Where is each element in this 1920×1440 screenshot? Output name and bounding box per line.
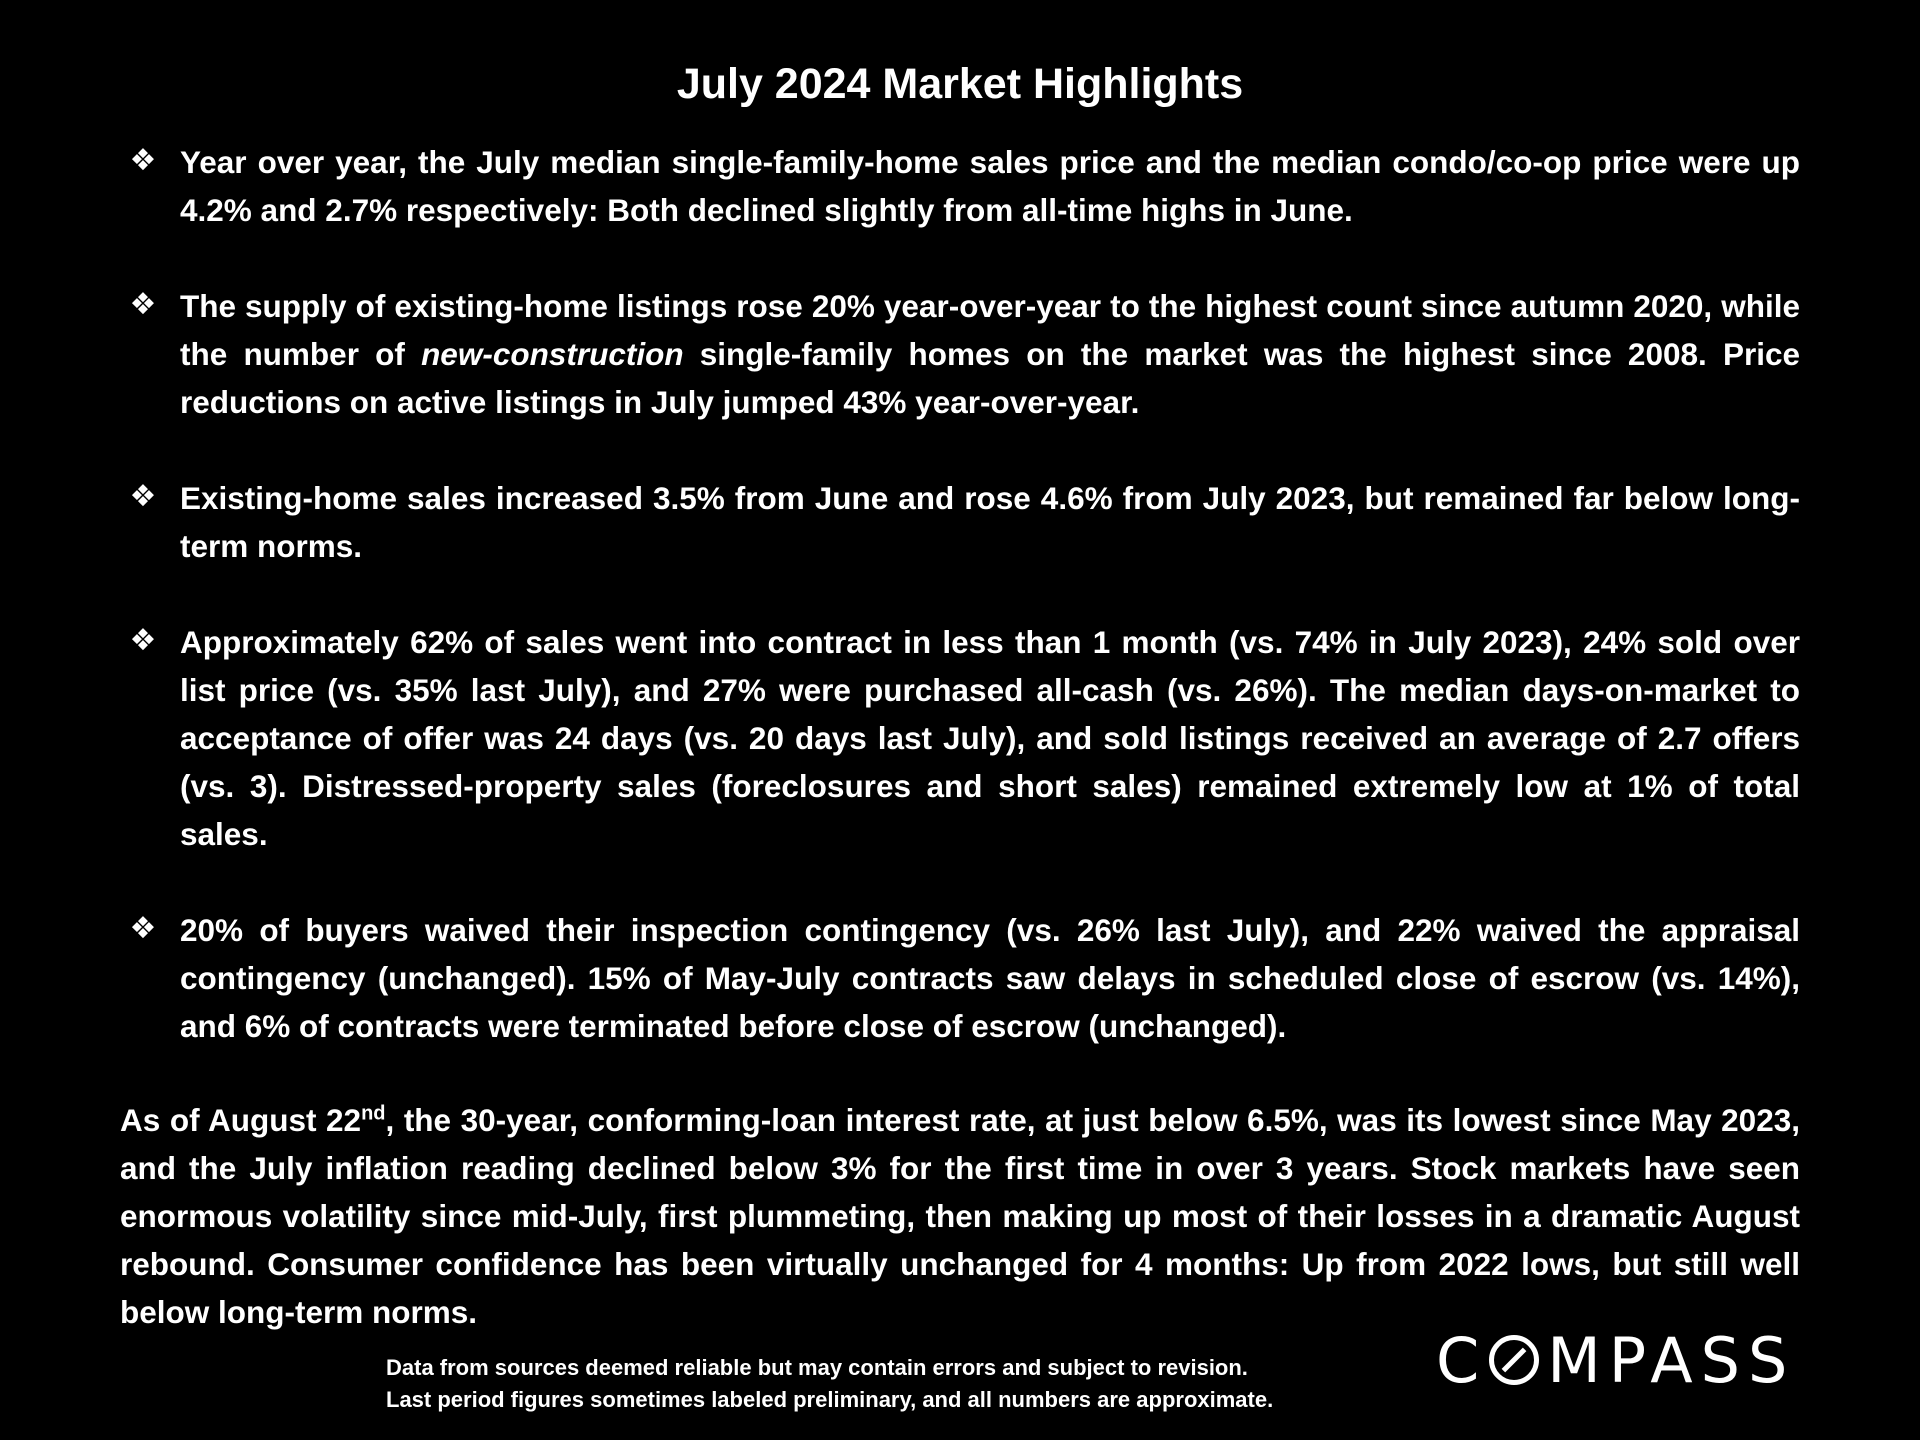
- compass-o-icon: [1489, 1335, 1539, 1385]
- disclaimer-line: Last period figures sometimes labeled preliminary, and all numbers are approximate.: [386, 1387, 1274, 1412]
- disclaimer: [386, 1352, 1406, 1416]
- highlight-text: 20% of buyers waived their inspection contingency (vs. 26% last July), and 22% waived the appraisal contingency (unchanged). 15% of May-July contracts saw delays in scheduled close of escrow (vs. 14%), and 6% of contracts were terminated before close of escrow (unchanged).: [180, 912, 1800, 1044]
- highlight-text-part: The supply of existing-home listings rose 20% year-over-year to the highest count since autumn 2020, while the number of: [180, 288, 1800, 372]
- summary-paragraph: [120, 1096, 1800, 1336]
- highlight-item: [120, 474, 1800, 570]
- highlight-item: [120, 138, 1800, 234]
- disclaimer-line: Data from sources deemed reliable but may contain errors and subject to revision.: [386, 1355, 1248, 1380]
- four-diamond-bullet-icon: ❖: [129, 912, 157, 945]
- four-diamond-bullet-icon: ❖: [129, 144, 157, 177]
- logo-text-start: C: [1436, 1323, 1488, 1397]
- highlight-text: Approximately 62% of sales went into contract in less than 1 month (vs. 74% in July 2023), 24% sold over list price (vs. 35% last July), and 27% were purchased all-cash (vs. 26%). The median days-on-market to acceptance of offer was 24 days (vs. 20 days last July), and sold listings received an average of 2.7 offers (vs. 3). Distressed-property sales (foreclosures and short sales) remained extremely low at 1% of total sales.: [180, 624, 1800, 852]
- summary-lead: As of August 22: [120, 1102, 362, 1138]
- page-title: July 2024 Market Highlights: [676, 60, 1244, 108]
- compass-logo: [1436, 1323, 1796, 1397]
- four-diamond-bullet-icon: ❖: [129, 624, 157, 657]
- highlight-text: [180, 288, 1800, 420]
- four-diamond-bullet-icon: ❖: [129, 480, 157, 513]
- logo-text-end: MPASS: [1547, 1323, 1796, 1397]
- highlight-text-italic: new-construction: [421, 336, 684, 372]
- summary-rest: , the 30-year, conforming-loan interest rate, at just below 6.5%, was its lowest since May 2023, and the July inflation reading declined below 3% for the first time in over 3 years. Stock markets have seen enormous volatility since mid-July, first plummeting, then making up most of their losses in a dramatic August rebound. Consumer confidence has been virtually unchanged for 4 months: Up from 2022 lows, but still well below long-term norms.: [120, 1102, 1800, 1330]
- summary-superscript: nd: [361, 1102, 386, 1125]
- four-diamond-bullet-icon: ❖: [129, 288, 157, 321]
- highlight-text-part: single-family homes on the market was the highest since 2008. Price reductions on active listings in July jumped 43% year-over-year.: [180, 336, 1801, 420]
- highlight-text: Existing-home sales increased 3.5% from June and rose 4.6% from July 2023, but remained far below long-term norms.: [180, 480, 1800, 564]
- highlights-list: [120, 138, 1800, 1050]
- highlight-item: [120, 282, 1800, 426]
- highlight-item: [120, 906, 1800, 1050]
- highlight-text: Year over year, the July median single-family-home sales price and the median condo/co-op price were up 4.2% and 2.7% respectively: Both declined slightly from all-time highs in June.: [180, 144, 1800, 228]
- highlight-item: [120, 618, 1800, 858]
